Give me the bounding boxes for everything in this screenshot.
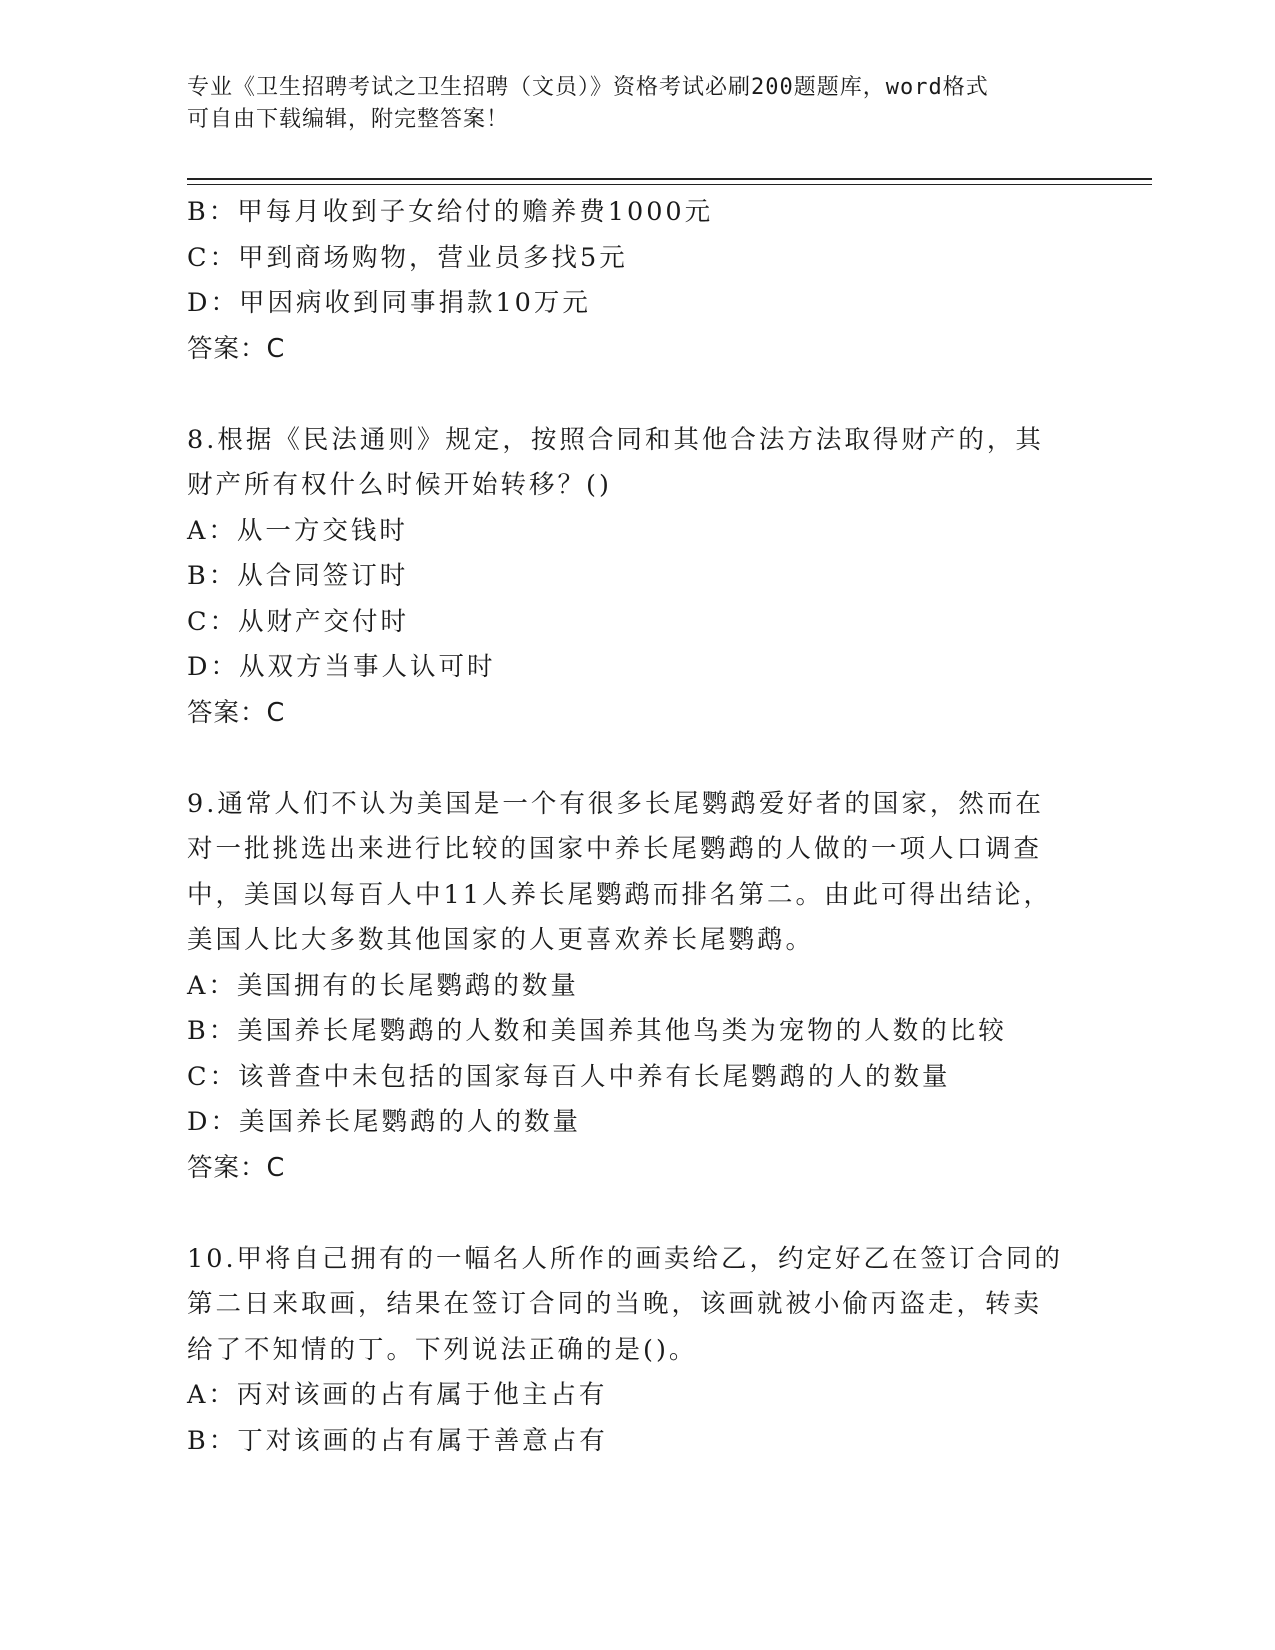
option-c: C：该普查中未包括的国家每百人中养有长尾鹦鹉的人的数量 xyxy=(187,1061,951,1092)
option-a: A：丙对该画的占有属于他主占有 xyxy=(187,1380,608,1410)
question-8 xyxy=(187,418,1087,737)
option-a: A：从一方交钱时 xyxy=(187,515,408,546)
question-list xyxy=(187,190,1087,1464)
option-b: B：丁对该画的占有属于善意占有 xyxy=(187,1425,608,1456)
spacer xyxy=(187,736,1087,782)
question-stem-line: 对一批挑选出来进行比较的国家中养长尾鹦鹉的人做的一项人口调查 xyxy=(187,834,1043,864)
option-b: B：甲每月收到子女给付的赡养费1000元 xyxy=(187,197,714,227)
question-stem-line: 中，美国以每百人中11人养长尾鹦鹉而排名第二。由此可得出结论， xyxy=(187,879,1052,910)
answer: 答案：C xyxy=(187,1152,286,1183)
header-divider-thin xyxy=(187,184,1152,185)
option-d: D：美国养长尾鹦鹉的人的数量 xyxy=(187,1107,581,1137)
option-b: B：从合同签订时 xyxy=(187,561,409,591)
option-b: B：美国养长尾鹦鹉的人数和美国养其他鸟类为宠物的人数的比较 xyxy=(187,1016,1007,1046)
option-c: C：甲到商场购物，营业员多找5元 xyxy=(187,242,628,273)
option-d: D：甲因病收到同事捐款10万元 xyxy=(187,288,591,318)
header-line-1: 专业《卫生招聘考试之卫生招聘（文员）》资格考试必刷200题题库，word格式 xyxy=(187,75,989,100)
option-c: C：从财产交付时 xyxy=(187,606,410,637)
answer: 答案：C xyxy=(187,697,286,728)
document-header xyxy=(187,72,1067,136)
question-7 xyxy=(187,190,1087,372)
option-a: A：美国拥有的长尾鹦鹉的数量 xyxy=(187,970,579,1001)
spacer xyxy=(187,372,1087,418)
header-divider-thick xyxy=(187,178,1152,180)
option-d: D：从双方当事人认可时 xyxy=(187,652,496,682)
question-stem-line: 财产所有权什么时候开始转移？() xyxy=(187,470,612,500)
question-10 xyxy=(187,1237,1087,1465)
question-stem-line: 美国人比大多数其他国家的人更喜欢养长尾鹦鹉。 xyxy=(187,925,815,955)
question-stem-line: 9.通常人们不认为美国是一个有很多长尾鹦鹉爱好者的国家，然而在 xyxy=(187,788,1044,819)
question-9 xyxy=(187,782,1087,1192)
question-stem-line: 第二日来取画，结果在签订合同的当晚，该画就被小偷丙盗走，转卖 xyxy=(187,1289,1043,1319)
question-stem-line: 10.甲将自己拥有的一幅名人所作的画卖给乙，约定好乙在签订合同的 xyxy=(187,1243,1064,1274)
header-line-2: 可自由下载编辑，附完整答案！ xyxy=(187,107,510,132)
spacer xyxy=(187,1191,1087,1237)
question-stem-line: 给了不知情的丁。下列说法正确的是()。 xyxy=(187,1334,698,1365)
question-stem-line: 8.根据《民法通则》规定，按照合同和其他合法方法取得财产的，其 xyxy=(187,424,1044,455)
answer: 答案：C xyxy=(187,333,286,364)
